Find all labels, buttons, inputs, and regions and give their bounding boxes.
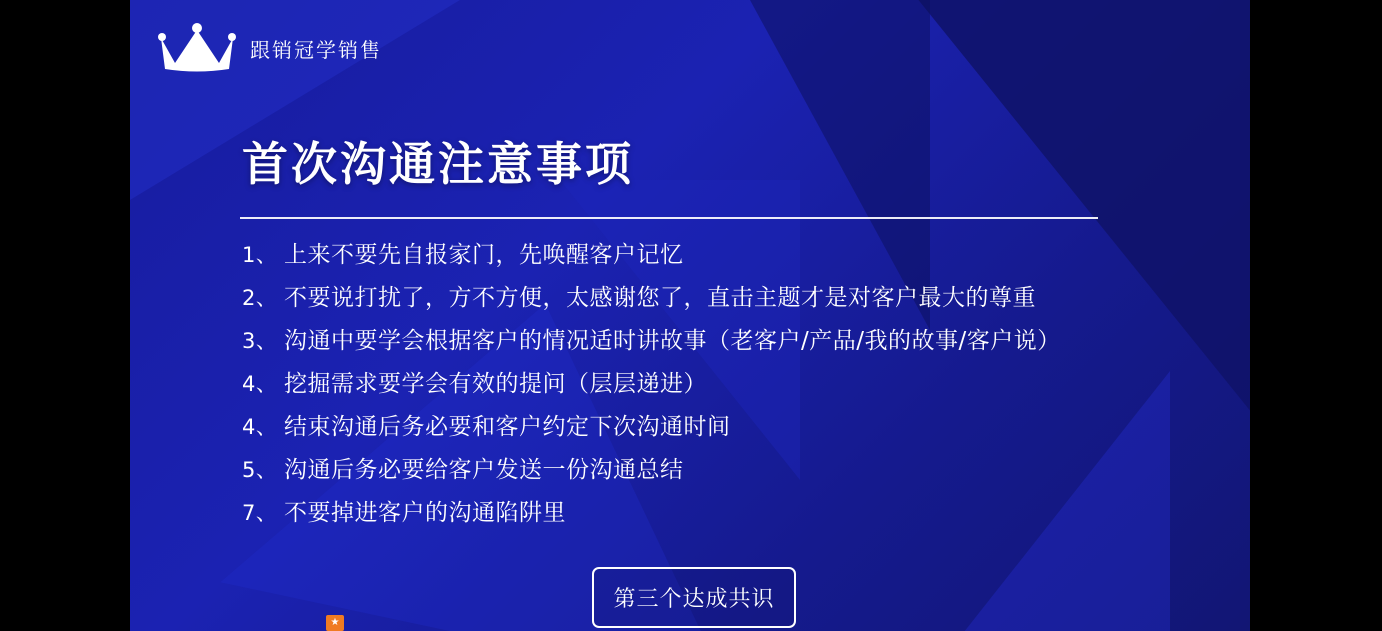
list-item-index: 3、	[242, 329, 278, 353]
star-marker-icon	[326, 615, 344, 631]
list-item-text: 不要说打扰了，方不方便，太感谢您了，直击主题才是对客户最大的尊重	[284, 285, 1036, 311]
list-item-index: 1、	[242, 243, 278, 267]
slide-canvas	[130, 0, 1250, 631]
list-item-index: 2、	[242, 286, 278, 310]
list-item-index: 4、	[242, 415, 278, 439]
list-item-text: 不要掉进客户的沟通陷阱里	[284, 500, 566, 526]
list-item-index: 4、	[242, 372, 278, 396]
list-item-text: 结束沟通后务必要和客户约定下次沟通时间	[284, 414, 731, 440]
footer-callout: 第三个达成共识	[592, 567, 796, 628]
list-item	[242, 449, 1192, 492]
brand-name: 跟销冠学销售	[250, 37, 382, 62]
list-item	[242, 320, 1192, 363]
page-title: 首次沟通注意事项	[242, 137, 634, 191]
list-item-text: 上来不要先自报家门，先唤醒客户记忆	[284, 242, 684, 268]
list-item	[242, 277, 1192, 320]
list-item-text: 挖掘需求要学会有效的提问（层层递进）	[284, 371, 707, 397]
list-item	[242, 492, 1192, 535]
list-item-index: 7、	[242, 501, 278, 525]
brand-logo	[158, 22, 382, 74]
list-item	[242, 406, 1192, 449]
list-item-index: 5、	[242, 458, 278, 482]
star-glyph: ★	[330, 617, 340, 628]
letterbox-left	[0, 0, 130, 631]
points-list	[242, 234, 1192, 535]
crown-icon	[158, 22, 236, 74]
list-item-text: 沟通后务必要给客户发送一份沟通总结	[284, 457, 684, 483]
list-item	[242, 363, 1192, 406]
letterbox-right	[1250, 0, 1382, 631]
list-item	[242, 234, 1192, 277]
title-divider	[240, 217, 1098, 219]
list-item-text: 沟通中要学会根据客户的情况适时讲故事（老客户/产品/我的故事/客户说）	[284, 328, 1061, 354]
